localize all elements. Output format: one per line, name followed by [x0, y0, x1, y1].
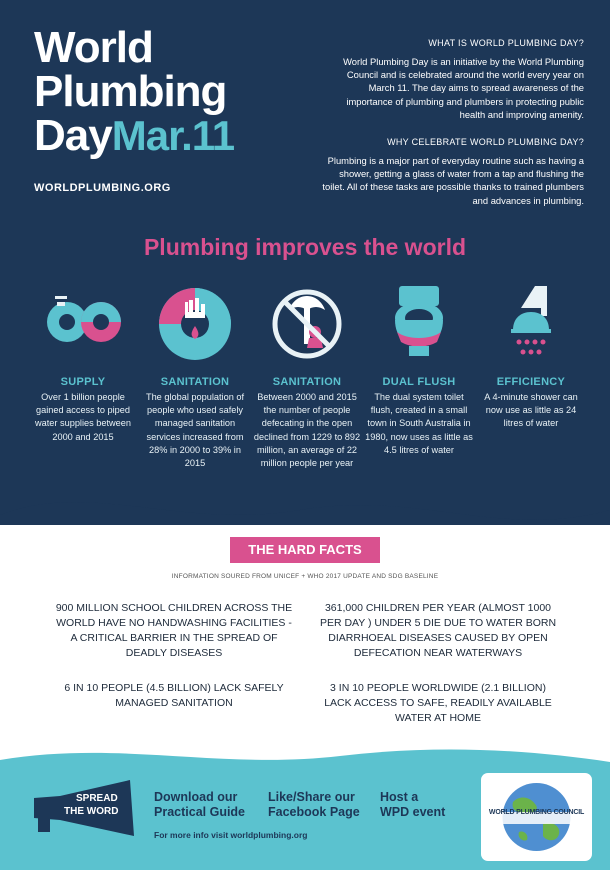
facebook-page-link[interactable] — [268, 790, 360, 820]
hard-facts-badge: THE HARD FACTS — [230, 537, 380, 563]
cta1-line1: Download our — [154, 790, 238, 804]
cta2-line2: Facebook Page — [268, 805, 360, 819]
shower-icon — [491, 282, 571, 362]
spread-line2: THE WORD — [64, 806, 119, 817]
logo-text: WORLD PLUMBING COUNCIL — [488, 809, 585, 816]
feature-text: Between 2000 and 2015 the number of people defecating in the open declined from 1229 to 892 million, an average of 22 million people per year — [253, 392, 361, 469]
fact-child-deaths: 361,000 CHILDREN PER YEAR (ALMOST 1000 PER DAY ) UNDER 5 DIE DUE TO WATER BORN DIARRHOEAL DISEASES CAUSED BY OPEN DEFECATION NEAR WATERWAYS — [319, 602, 557, 659]
cta3-line1: Host a — [380, 790, 419, 804]
hand-water-icon — [155, 282, 235, 362]
fact-handwashing: 900 MILLION SCHOOL CHILDREN ACROSS THE WORLD HAVE NO HANDWASHING FACILITIES - A CRITICAL BARRIER IN THE SPREAD OF DEADLY DISEASES — [55, 602, 293, 659]
feature-supply — [28, 282, 138, 444]
fact-safe-water: 3 IN 10 PEOPLE WORLDWIDE (2.1 BILLION) LACK ACCESS TO SAFE, READILY AVAILABLE WATER AT HOME — [324, 682, 552, 724]
title-date: Mar.11 — [111, 112, 235, 159]
feature-title: SUPPLY — [60, 376, 106, 388]
cta3-line2: WPD event — [380, 805, 446, 819]
no-open-defecation-icon — [267, 282, 347, 362]
feature-title: SANITATION — [160, 376, 230, 388]
feature-title: DUAL FLUSH — [382, 376, 456, 388]
section-headline: Plumbing improves the world — [143, 234, 467, 260]
feature-sanitation-services — [140, 282, 250, 470]
spread-line1: SPREAD — [76, 793, 118, 804]
title-line-world: World — [34, 23, 153, 72]
feature-text: The global population of people who used safely managed sanitation services increased from 28% in 2000 to 39% in 2015 — [145, 392, 245, 469]
feature-dual-flush — [364, 282, 474, 457]
title-line-day: Day — [34, 111, 112, 160]
cta2-line1: Like/Share our — [268, 790, 355, 804]
intro-answer-what: World Plumbing Day is an initiative by the World Plumbing Council and is celebrated around the world every year on March 11. The day aims to spread awareness of the importance of plumbing and plumbers in protecting public health and improving amenity. — [343, 56, 584, 120]
website-link[interactable]: WORLDPLUMBING.ORG — [34, 182, 171, 194]
feature-title: SANITATION — [272, 376, 342, 388]
pipe-icon — [43, 282, 123, 362]
features-row — [28, 282, 588, 492]
feature-title: EFFICIENCY — [496, 376, 566, 388]
feature-text: Over 1 billion people gained access to piped water supplies between 2000 and 2015 — [34, 392, 132, 442]
feature-sanitation-defecation — [252, 282, 362, 470]
cta1-line2: Practical Guide — [154, 805, 246, 819]
feature-text: The dual system toilet flush, created in a small town in South Australia in 1980, now uses as little as 4.5 litres of water — [365, 392, 473, 455]
intro-question-what: WHAT IS WORLD PLUMBING DAY? — [428, 38, 584, 48]
more-info-text: For more info visit worldplumbing.org — [154, 830, 308, 840]
intro-question-why: WHY CELEBRATE WORLD PLUMBING DAY? — [387, 137, 584, 148]
council-logo[interactable] — [481, 773, 592, 861]
fact-sanitation: 6 IN 10 PEOPLE (4.5 BILLION) LACK SAFELY MANAGED SANITATION — [64, 682, 284, 709]
intro-answer-why: Plumbing is a major part of everyday routine such as having a shower, getting a glass of water from a tap and flushing the toilet. All of these tasks are possible thanks to trained plumbers and advances in plumbing. — [322, 155, 584, 206]
intro-block — [320, 38, 584, 223]
feature-text: A 4-minute shower can now use as little as 24 litres of water — [484, 392, 578, 429]
globe-icon — [501, 780, 572, 854]
download-guide-link[interactable] — [154, 790, 245, 820]
feature-efficiency — [476, 282, 586, 431]
title-line-plumbing: Plumbing — [34, 67, 227, 116]
toilet-icon — [379, 282, 459, 362]
facts-source: INFORMATION SOURED FROM UNICEF + WHO 2017 UPDATE AND SDG BASELINE — [171, 573, 439, 580]
host-event-link[interactable] — [380, 790, 445, 820]
page-title — [34, 23, 235, 160]
spread-the-word — [64, 792, 118, 818]
